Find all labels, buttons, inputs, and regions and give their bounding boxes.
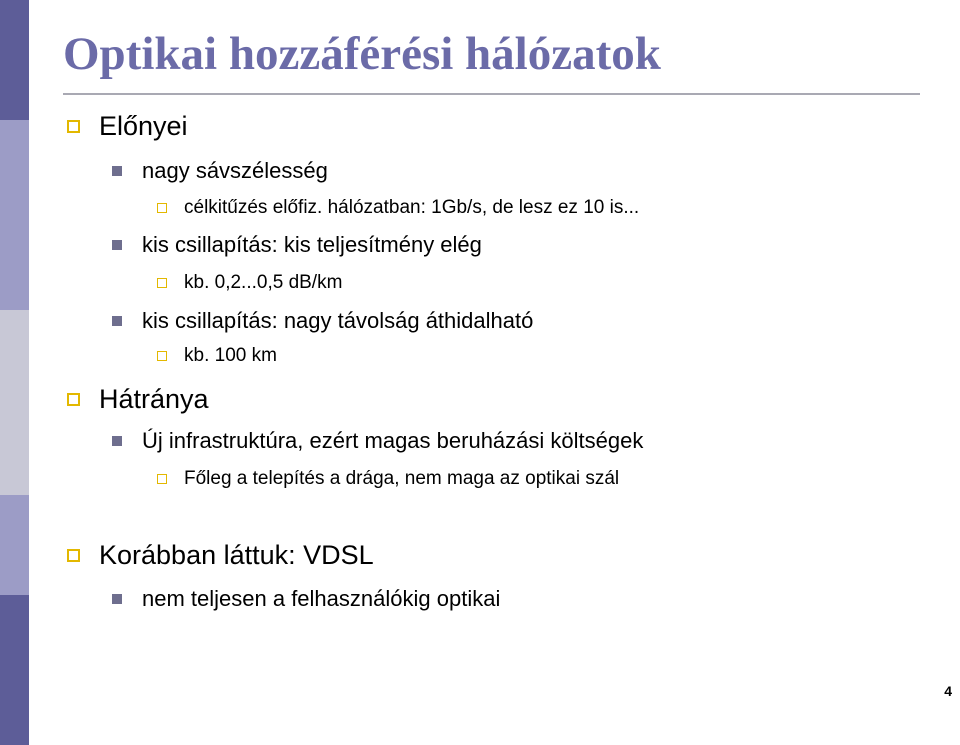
sidebar-segment <box>0 0 29 120</box>
sidebar-segment <box>0 310 29 495</box>
title-underline <box>63 93 920 95</box>
bullet-item-level3: kb. 0,2...0,5 dB/km <box>184 272 343 293</box>
hollow-square-bullet-icon <box>67 393 80 406</box>
bullet-item-level2: nagy sávszélesség <box>142 158 328 183</box>
square-bullet-icon <box>112 436 122 446</box>
sidebar-segment <box>0 495 29 595</box>
hollow-square-bullet-icon <box>157 278 167 288</box>
bullet-item-level1: Hátránya <box>99 384 209 414</box>
bullet-item-level2: Új infrastruktúra, ezért magas beruházási költségek <box>142 428 644 453</box>
hollow-square-bullet-icon <box>157 351 167 361</box>
square-bullet-icon <box>112 240 122 250</box>
hollow-square-bullet-icon <box>67 120 80 133</box>
hollow-square-bullet-icon <box>67 549 80 562</box>
bullet-item-level2: nem teljesen a felhasználókig optikai <box>142 586 501 611</box>
hollow-square-bullet-icon <box>157 474 167 484</box>
bullet-item-level3: kb. 100 km <box>184 345 277 366</box>
bullet-item-level3: célkitűzés előfiz. hálózatban: 1Gb/s, de lesz ez 10 is... <box>184 197 640 218</box>
bullet-item-level1: Előnyei <box>99 111 188 141</box>
bullet-item-level1: Korábban láttuk: VDSL <box>99 540 374 570</box>
bullet-item-level2: kis csillapítás: nagy távolság áthidalható <box>142 308 534 333</box>
square-bullet-icon <box>112 166 122 176</box>
sidebar-segment <box>0 595 29 745</box>
decorative-sidebar <box>0 0 29 745</box>
slide-title: Optikai hozzáférési hálózatok <box>63 28 661 80</box>
bullet-item-level2: kis csillapítás: kis teljesítmény elég <box>142 232 482 257</box>
bullet-item-level3: Főleg a telepítés a drága, nem maga az optikai szál <box>184 468 620 489</box>
square-bullet-icon <box>112 316 122 326</box>
square-bullet-icon <box>112 594 122 604</box>
hollow-square-bullet-icon <box>157 203 167 213</box>
page-number: 4 <box>944 683 952 699</box>
sidebar-segment <box>0 120 29 310</box>
